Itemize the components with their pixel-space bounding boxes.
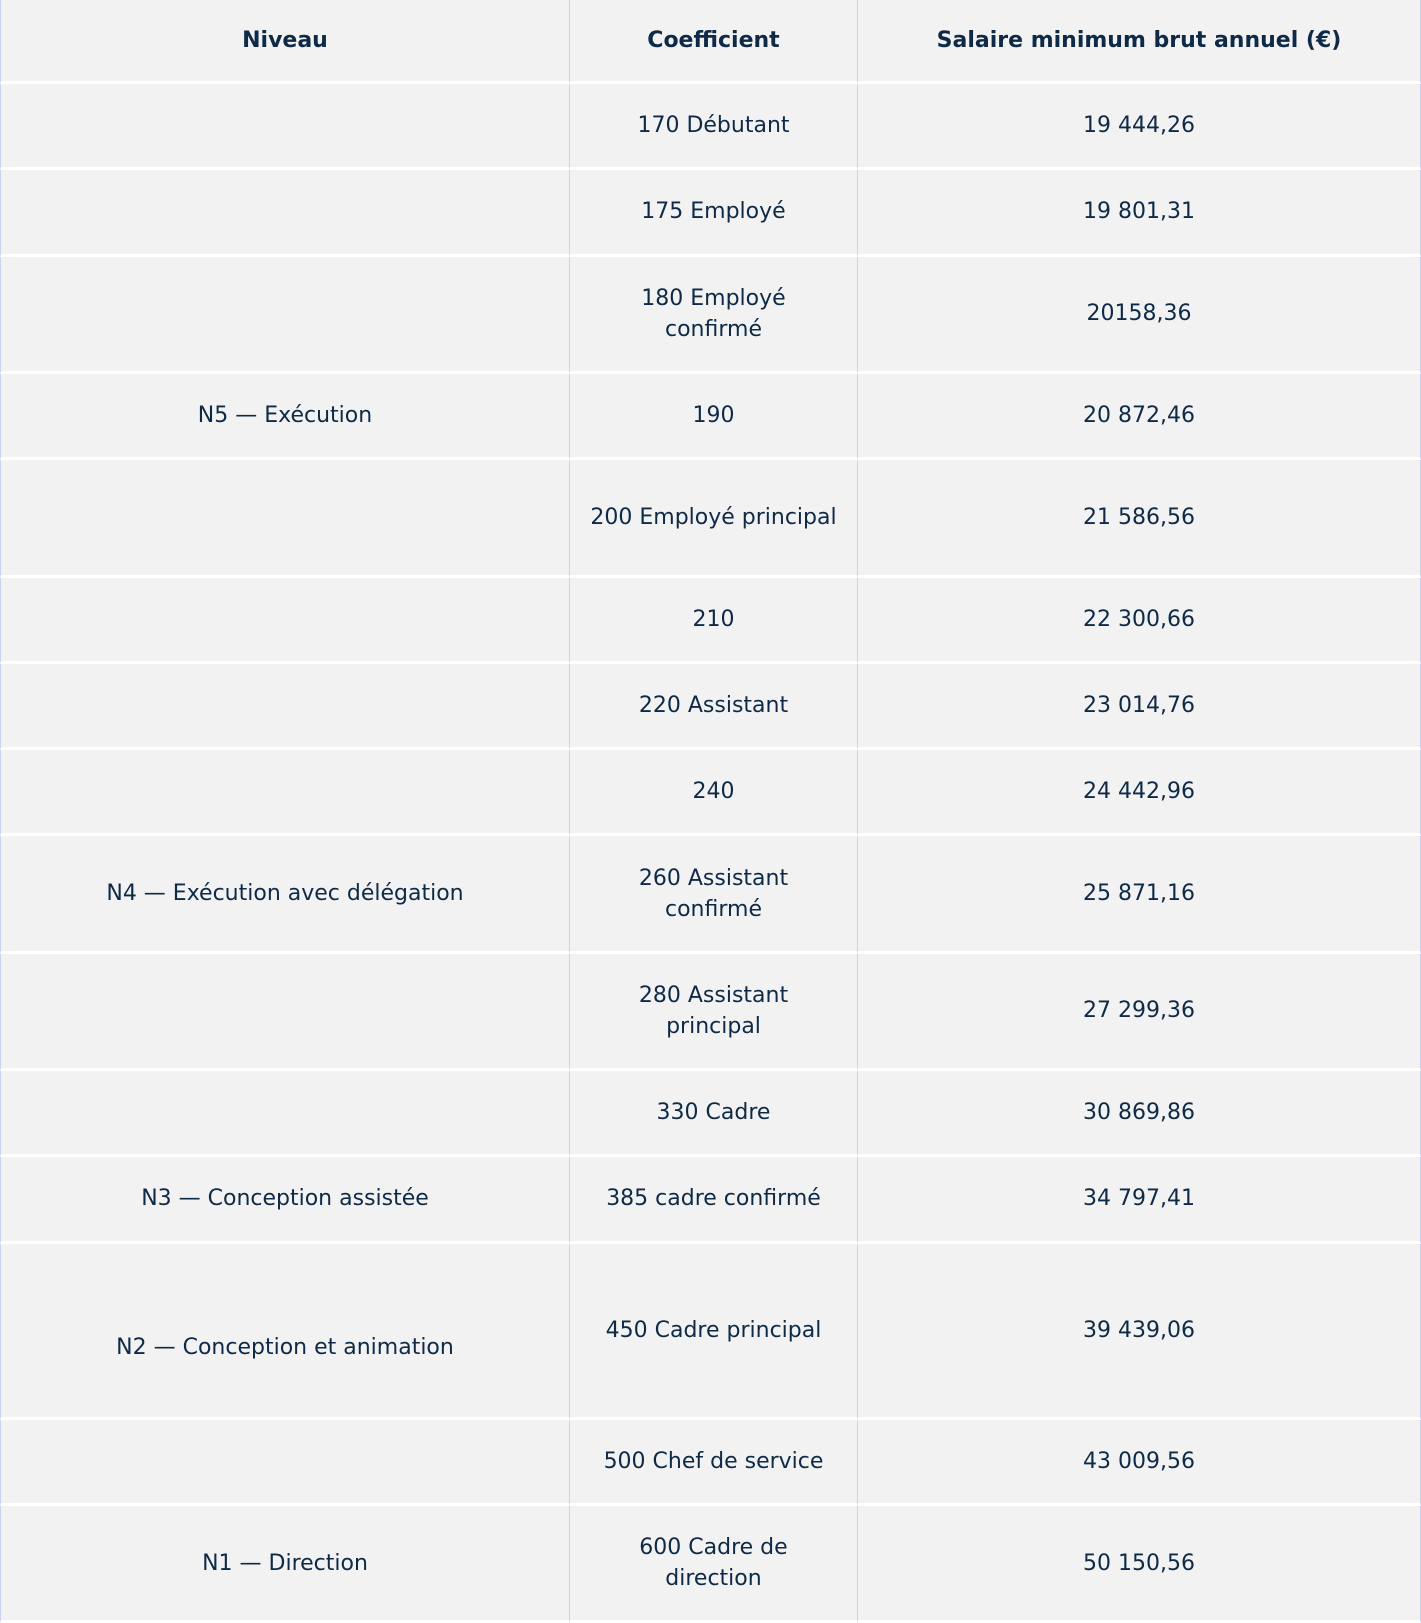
- cell-niveau: [0, 1420, 569, 1506]
- table-row: [0, 1244, 1421, 1421]
- header-row: [0, 0, 1421, 84]
- header-niveau: Niveau: [0, 0, 569, 84]
- cell-coefficient: 175 Employé: [569, 170, 857, 256]
- cell-niveau: [0, 578, 569, 664]
- cell-coefficient: 385 cadre confirmé: [569, 1157, 857, 1243]
- cell-coefficient: 190: [569, 374, 857, 460]
- cell-niveau: [0, 664, 569, 750]
- header-salaire: Salaire minimum brut annuel (€): [857, 0, 1421, 84]
- cell-salaire: 27 299,36: [857, 954, 1421, 1071]
- cell-niveau: N4 — Exécution avec délégation: [0, 836, 569, 953]
- cell-coefficient: 180 Employé confirmé: [569, 257, 857, 374]
- table-row: [0, 1506, 1421, 1623]
- cell-niveau: N2 — Conception et animation: [0, 1244, 569, 1421]
- table-row: [0, 664, 1421, 750]
- cell-coefficient: 210: [569, 578, 857, 664]
- cell-salaire: 34 797,41: [857, 1157, 1421, 1243]
- cell-salaire: 43 009,56: [857, 1420, 1421, 1506]
- cell-coefficient: 240: [569, 750, 857, 836]
- cell-coefficient: 280 Assistant principal: [569, 954, 857, 1071]
- table-row: [0, 1420, 1421, 1506]
- cell-salaire: 25 871,16: [857, 836, 1421, 953]
- cell-salaire: 21 586,56: [857, 460, 1421, 577]
- table-row: [0, 170, 1421, 256]
- table-row: [0, 836, 1421, 953]
- cell-coefficient: 330 Cadre: [569, 1071, 857, 1157]
- cell-coefficient: 450 Cadre principal: [569, 1244, 857, 1421]
- cell-niveau: [0, 954, 569, 1071]
- table-row: [0, 460, 1421, 577]
- cell-niveau: N5 — Exécution: [0, 374, 569, 460]
- table-row: [0, 750, 1421, 836]
- cell-salaire: 30 869,86: [857, 1071, 1421, 1157]
- table-row: [0, 578, 1421, 664]
- cell-niveau: [0, 170, 569, 256]
- cell-coefficient: 200 Employé principal: [569, 460, 857, 577]
- cell-salaire: 24 442,96: [857, 750, 1421, 836]
- cell-salaire: 22 300,66: [857, 578, 1421, 664]
- table-row: [0, 257, 1421, 374]
- cell-niveau: N1 — Direction: [0, 1506, 569, 1623]
- cell-niveau: [0, 1071, 569, 1157]
- cell-salaire: 20 872,46: [857, 374, 1421, 460]
- table-row: [0, 1071, 1421, 1157]
- table-row: [0, 954, 1421, 1071]
- cell-coefficient: 220 Assistant: [569, 664, 857, 750]
- table-row: [0, 84, 1421, 170]
- cell-niveau: N3 — Conception assistée: [0, 1157, 569, 1243]
- cell-coefficient: 600 Cadre de direction: [569, 1506, 857, 1623]
- table-body: [0, 84, 1421, 1623]
- cell-niveau: [0, 750, 569, 836]
- table-row: [0, 1157, 1421, 1243]
- cell-niveau: [0, 84, 569, 170]
- cell-salaire: 23 014,76: [857, 664, 1421, 750]
- cell-salaire: 20158,36: [857, 257, 1421, 374]
- cell-salaire: 19 801,31: [857, 170, 1421, 256]
- cell-niveau: [0, 460, 569, 577]
- cell-niveau: [0, 257, 569, 374]
- table-row: [0, 374, 1421, 460]
- cell-salaire: 39 439,06: [857, 1244, 1421, 1421]
- cell-coefficient: 500 Chef de service: [569, 1420, 857, 1506]
- cell-salaire: 19 444,26: [857, 84, 1421, 170]
- cell-salaire: 50 150,56: [857, 1506, 1421, 1623]
- cell-coefficient: 260 Assistant confirmé: [569, 836, 857, 953]
- header-coefficient: Coefficient: [569, 0, 857, 84]
- cell-coefficient: 170 Débutant: [569, 84, 857, 170]
- table-header: [0, 0, 1421, 84]
